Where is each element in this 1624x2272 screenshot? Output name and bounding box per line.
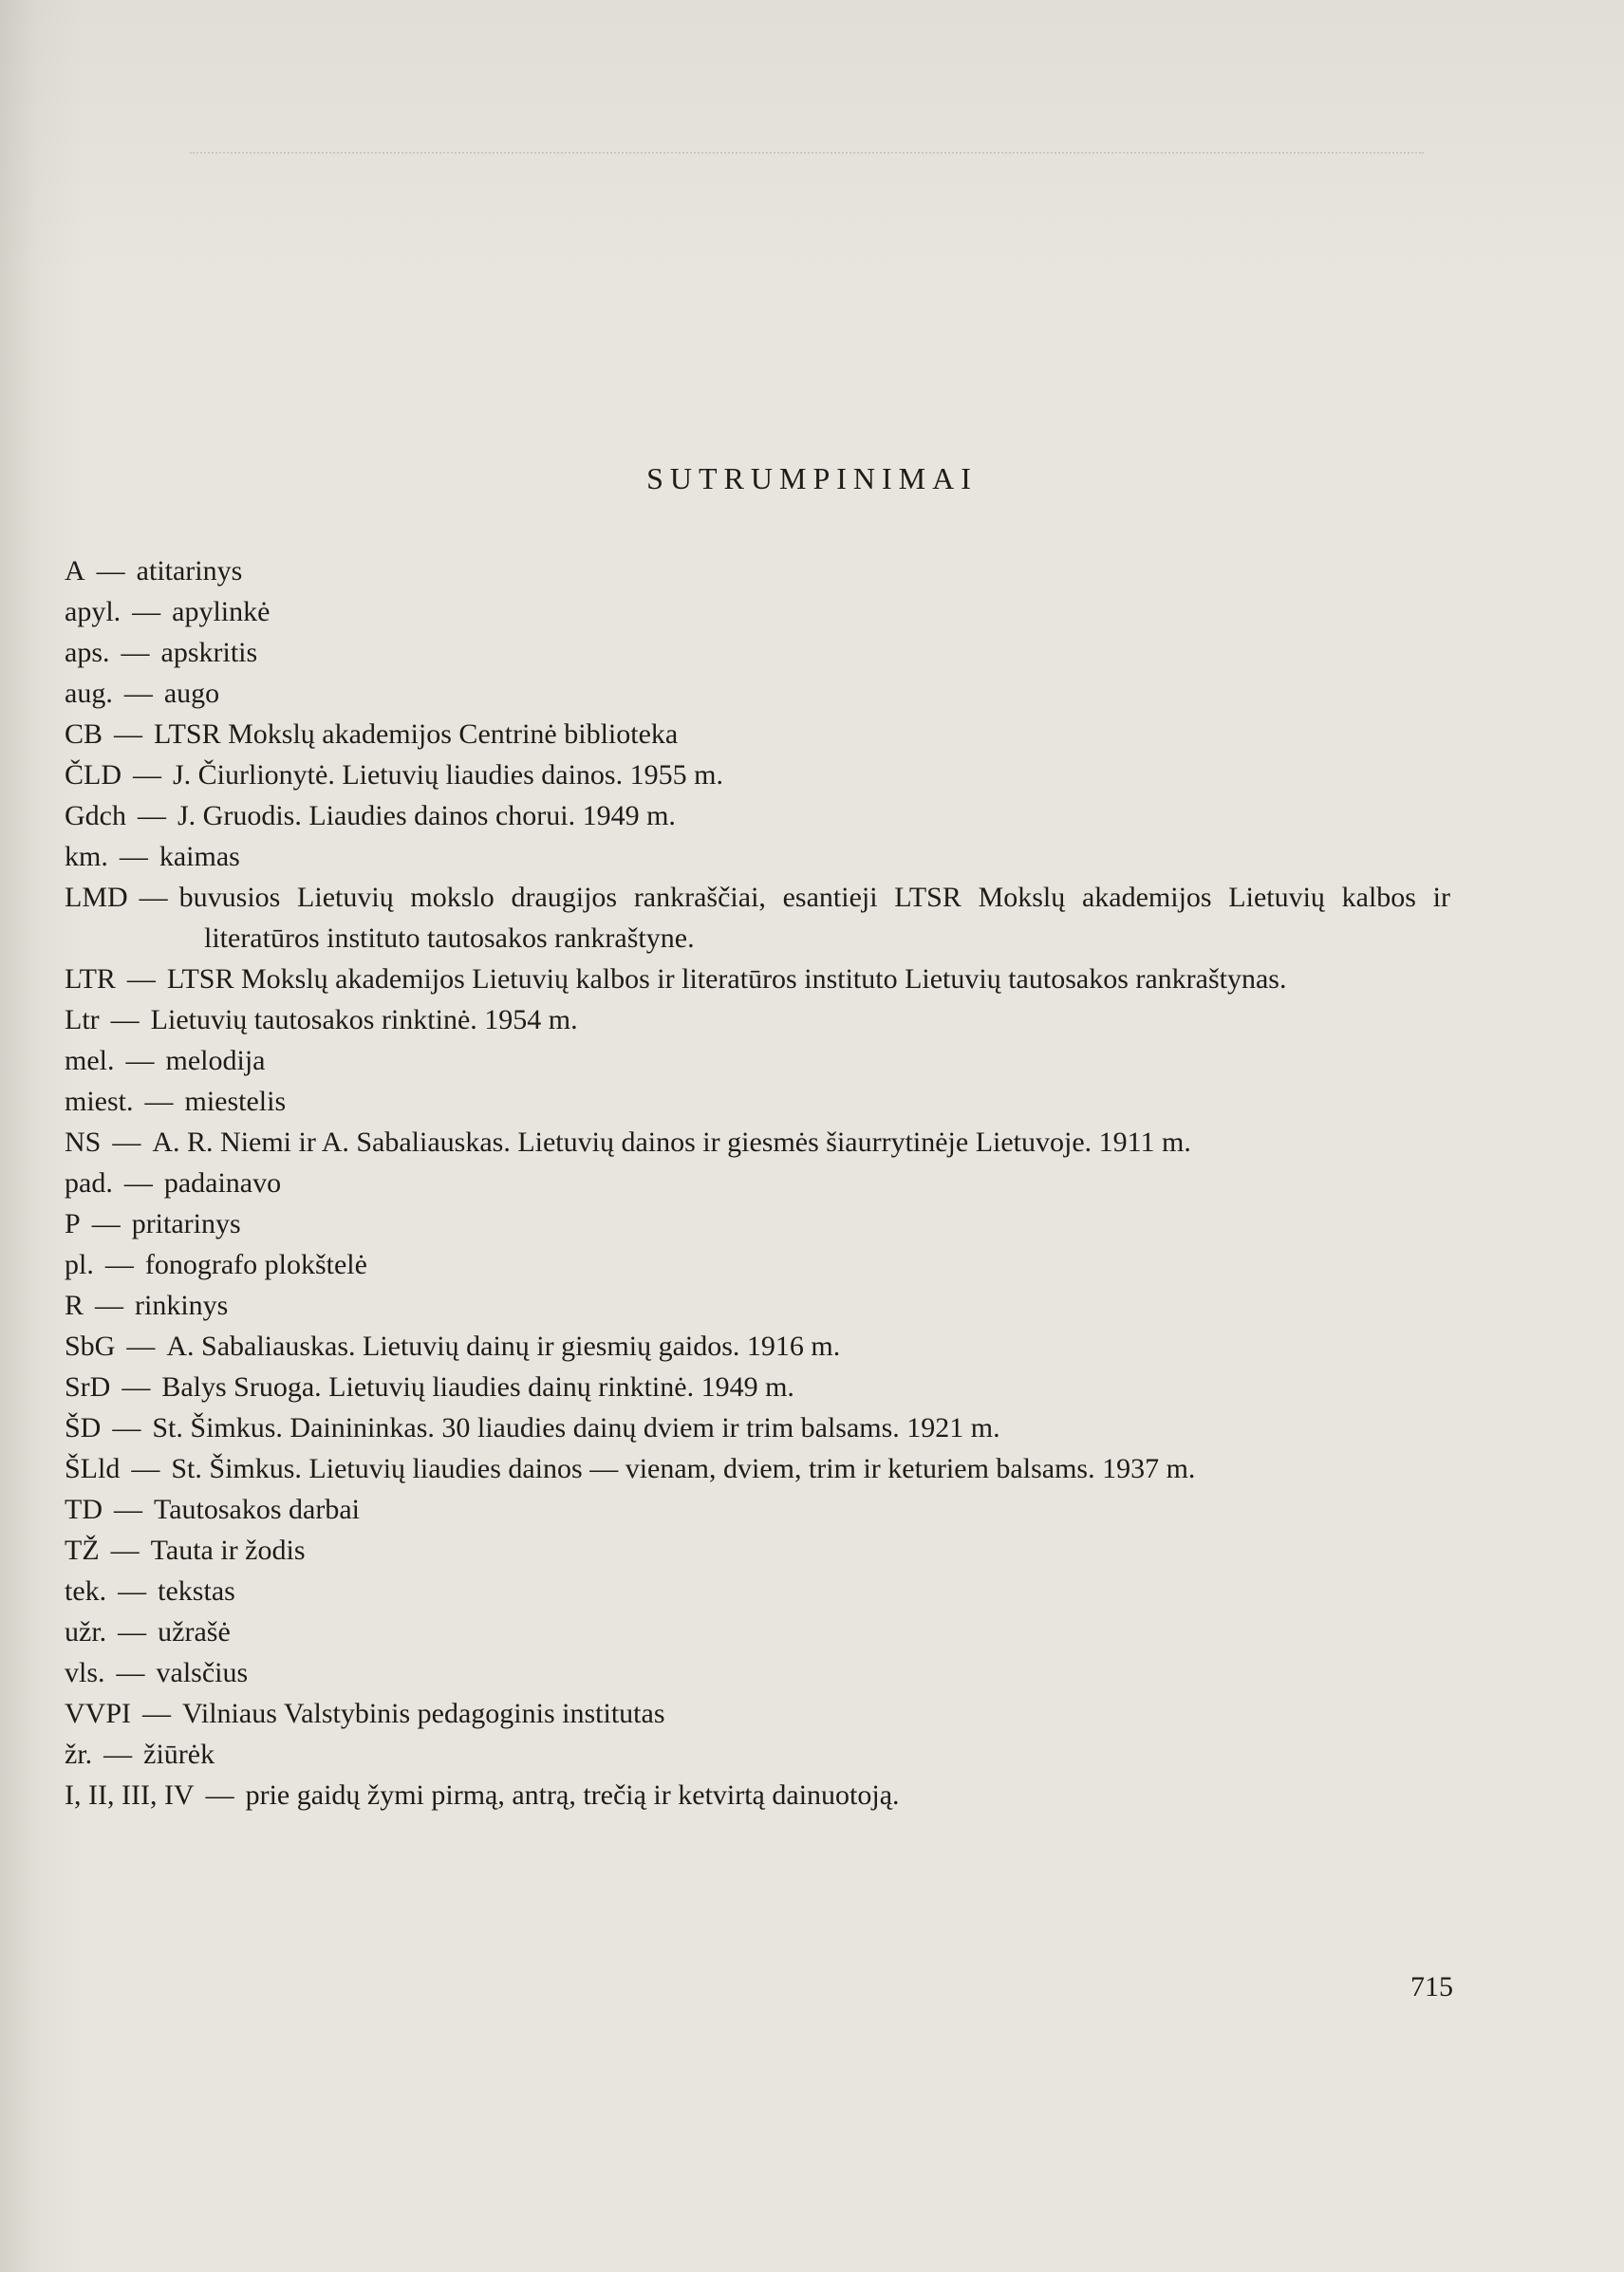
entry-dash: —: [123, 1167, 153, 1199]
entry-dash: —: [96, 555, 125, 587]
entry-dash: —: [126, 963, 156, 995]
abbreviation-definition: prie gaidų žymi pirmą, antrą, trečią ir ketvirtą dainuotoją.: [245, 1779, 900, 1811]
abbreviation-term: LTR: [65, 963, 116, 995]
entry-dash: —: [119, 841, 148, 872]
abbreviation-term: TŽ: [65, 1535, 100, 1566]
abbreviation-definition: tekstas: [158, 1575, 235, 1607]
entry-dash: —: [118, 1575, 147, 1607]
abbreviation-term: ČLD: [65, 759, 121, 791]
abbreviation-entry: [65, 836, 1450, 877]
entry-dash: —: [132, 596, 161, 627]
abbreviation-entry: [65, 795, 1450, 836]
abbreviation-entry: [65, 1407, 1450, 1448]
abbreviation-term: TD: [65, 1494, 103, 1525]
abbreviation-definition: kaimas: [159, 841, 240, 872]
entry-dash: —: [114, 718, 143, 750]
abbreviation-definition: fonografo plokštelė: [144, 1249, 367, 1280]
abbreviation-definition: Lietuvių tautosakos rinktinė. 1954 m.: [150, 1004, 578, 1035]
abbreviation-definition: žiūrėk: [143, 1739, 215, 1770]
abbreviation-entry: [65, 1285, 1450, 1326]
abbreviation-definition: apskritis: [160, 637, 258, 668]
abbreviation-definition: padainavo: [163, 1167, 282, 1199]
entry-dash: —: [110, 1004, 140, 1035]
abbreviation-entry: [65, 1122, 1450, 1163]
entry-dash: —: [91, 1208, 121, 1239]
abbreviation-entry: [65, 591, 1450, 632]
abbreviation-term: mel.: [65, 1045, 115, 1076]
abbreviation-entry: [65, 1081, 1450, 1122]
abbreviation-entry: [65, 1652, 1450, 1693]
entry-dash: —: [142, 1698, 172, 1729]
abbreviation-definition: melodija: [165, 1045, 266, 1076]
abbreviation-term: VVPI: [65, 1698, 132, 1729]
page-number: 715: [1410, 1971, 1453, 2002]
abbreviation-entry: [65, 754, 1450, 795]
abbreviation-entry: [65, 1693, 1450, 1734]
abbreviation-entry: [65, 550, 1450, 591]
abbreviation-definition: J. Gruodis. Liaudies dainos chorui. 1949 m.: [177, 800, 676, 831]
bleed-through-decoration: [190, 152, 1424, 192]
abbreviation-entry: [65, 1367, 1450, 1407]
abbreviation-definition: užrašė: [158, 1616, 231, 1648]
abbreviation-entry: [65, 1203, 1450, 1244]
abbreviation-entry: [65, 1448, 1450, 1489]
abbreviation-term: Ltr: [65, 1004, 100, 1035]
abbreviation-entry: [65, 1530, 1450, 1571]
abbreviation-term: ŠD: [65, 1412, 102, 1443]
abbreviation-entry: [65, 1163, 1450, 1203]
entry-dash: —: [103, 1739, 133, 1770]
abbreviation-definition: A. Sabaliauskas. Lietuvių dainų ir giesmių gaidos. 1916 m.: [166, 1331, 841, 1362]
abbreviation-term: P: [65, 1208, 81, 1239]
entry-dash: —: [137, 800, 166, 831]
abbreviation-entry: [65, 1244, 1450, 1285]
abbreviation-definition: Tautosakos darbai: [154, 1494, 361, 1525]
abbreviation-definition: valsčius: [156, 1657, 249, 1688]
abbreviation-term: Gdch: [65, 800, 126, 831]
abbreviation-term: vls.: [65, 1657, 105, 1688]
abbreviation-definition: LTSR Mokslų akademijos Lietuvių kalbos ir literatūros instituto Lietuvių tautosakos rankraštynas.: [166, 963, 1287, 995]
abbreviation-definition: LTSR Mokslų akademijos Centrinė biblioteka: [154, 718, 679, 750]
abbreviation-term: SrD: [65, 1371, 111, 1403]
abbreviation-definition: pritarinys: [131, 1208, 241, 1239]
abbreviation-entry: [65, 714, 1450, 754]
abbreviation-entry: [65, 877, 1450, 959]
page-title: SUTRUMPINIMAI: [646, 461, 978, 495]
entry-dash: —: [118, 1616, 147, 1648]
entry-dash: —: [112, 1127, 141, 1158]
abbreviation-entry: [65, 959, 1450, 999]
abbreviation-entry: [65, 632, 1450, 673]
entry-dash: —: [133, 759, 161, 791]
entry-dash: —: [121, 1371, 151, 1403]
abbreviation-entry: [65, 1040, 1450, 1081]
abbreviation-definition: St. Šimkus. Dainininkas. 30 liaudies dainų dviem ir trim balsams. 1921 m.: [152, 1412, 1000, 1443]
abbreviation-list: [65, 550, 1450, 1816]
abbreviation-entry: [65, 1734, 1450, 1775]
abbreviation-definition: Tauta ir žodis: [150, 1535, 306, 1566]
abbreviation-definition: buvusios Lietuvių mokslo draugijos rankraščiai, esantieji LTSR Mokslų akademijos Lietuvių kalbos ir literatūros instituto tautosakos rankraštyne.: [178, 882, 1450, 954]
abbreviation-term: I, II, III, IV: [65, 1779, 195, 1811]
abbreviation-definition: apylinkė: [172, 596, 271, 627]
abbreviation-definition: rinkinys: [135, 1290, 229, 1321]
abbreviation-term: miest.: [65, 1086, 134, 1117]
abbreviation-term: km.: [65, 841, 108, 872]
abbreviation-term: SbG: [65, 1331, 116, 1362]
entry-dash: —: [144, 1086, 174, 1117]
abbreviation-definition: St. Šimkus. Lietuvių liaudies dainos — vienam, dviem, trim ir keturiem balsams. 1937 m.: [171, 1453, 1196, 1484]
entry-dash: —: [110, 1535, 140, 1566]
abbreviation-definition: atitarinys: [136, 555, 243, 587]
abbreviation-definition: Balys Sruoga. Lietuvių liaudies dainų rinktinė. 1949 m.: [161, 1371, 794, 1403]
entry-dash: —: [116, 1657, 145, 1688]
abbreviation-term: tek.: [65, 1575, 107, 1607]
abbreviation-term: LMD: [65, 882, 128, 913]
entry-dash: —: [112, 1412, 141, 1443]
entry-dash: —: [104, 1249, 134, 1280]
abbreviation-term: aps.: [65, 637, 110, 668]
abbreviation-definition: J. Čiurlionytė. Lietuvių liaudies dainos. 1955 m.: [173, 759, 723, 791]
abbreviation-entry: [65, 673, 1450, 714]
entry-dash: —: [95, 1290, 124, 1321]
abbreviation-term: A: [65, 555, 85, 587]
entry-dash: —: [123, 678, 153, 709]
abbreviation-term: CB: [65, 718, 103, 750]
abbreviation-term: pl.: [65, 1249, 94, 1280]
entry-dash: —: [205, 1779, 234, 1811]
entry-dash: —: [131, 1453, 160, 1484]
abbreviation-definition: augo: [163, 678, 220, 709]
abbreviation-term: NS: [65, 1127, 102, 1158]
abbreviation-term: pad.: [65, 1167, 113, 1199]
abbreviation-definition: miestelis: [184, 1086, 287, 1117]
abbreviation-entry: [65, 999, 1450, 1040]
abbreviation-term: užr.: [65, 1616, 107, 1648]
entry-dash: —: [121, 637, 150, 668]
abbreviation-term: aug.: [65, 678, 113, 709]
entry-dash: —: [126, 1331, 156, 1362]
abbreviation-term: žr.: [65, 1739, 93, 1770]
abbreviation-entry: [65, 1326, 1450, 1367]
abbreviation-term: ŠLld: [65, 1453, 121, 1484]
abbreviation-entry: [65, 1611, 1450, 1652]
abbreviation-definition: Vilniaus Valstybinis pedagoginis institutas: [182, 1698, 665, 1729]
entry-dash: —: [125, 1045, 155, 1076]
abbreviation-entry: [65, 1775, 1450, 1816]
entry-dash: —: [139, 882, 168, 913]
abbreviation-term: R: [65, 1290, 84, 1321]
entry-dash: —: [114, 1494, 142, 1525]
abbreviation-entry: [65, 1571, 1450, 1611]
abbreviation-term: apyl.: [65, 596, 121, 627]
abbreviation-definition: A. R. Niemi ir A. Sabaliauskas. Lietuvių dainos ir giesmės šiaurrytinėje Lietuvoje. 1911 m.: [152, 1127, 1191, 1158]
abbreviation-entry: [65, 1489, 1450, 1530]
